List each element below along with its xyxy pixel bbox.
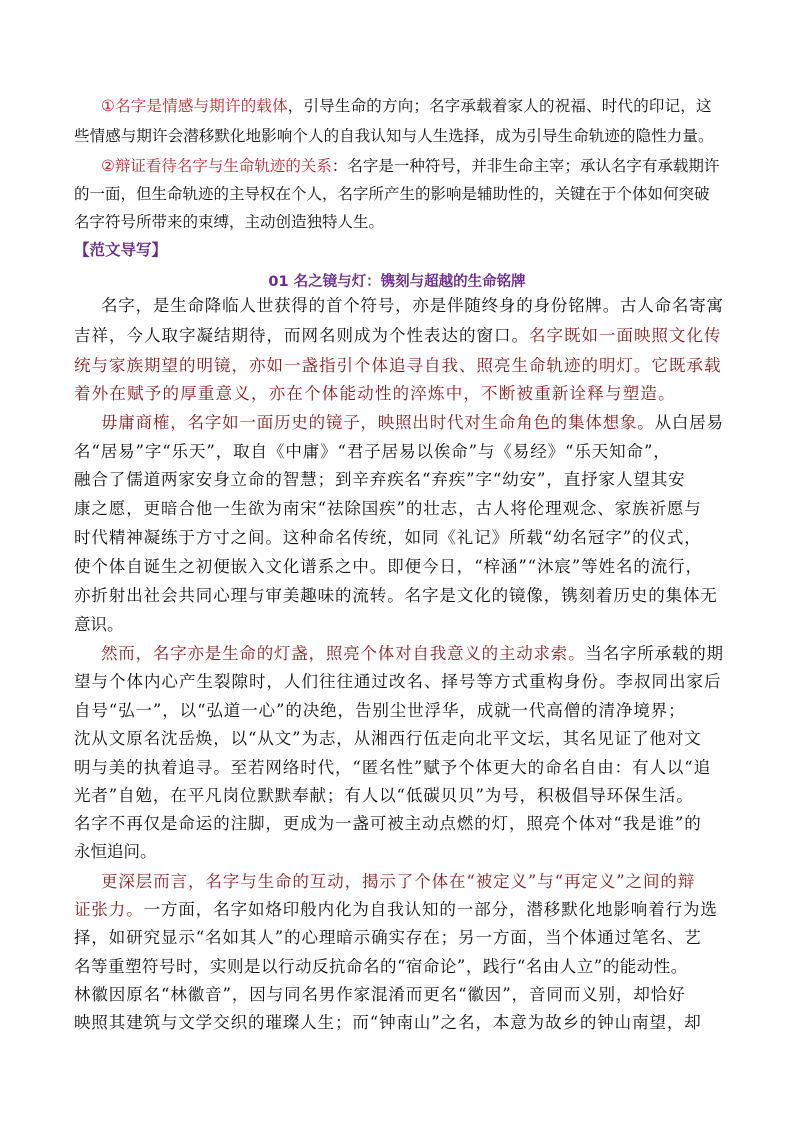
section-heading: 【范文导写】	[74, 241, 168, 259]
essay-title: 01 名之镜与灯：镌刻与超越的生命铭牌	[268, 274, 526, 290]
para1-highlight: 名字既如一面映照文化传	[529, 326, 722, 345]
para2-line1	[101, 413, 724, 433]
para2-line5: 时代精神凝练于方寸之间。这种命名传统，如同《礼记》所载“幼名冠字”的仪式，	[74, 528, 702, 547]
para3-line7: 名字不再仅是命运的注脚，更成为一盏可被主动点燃的灯，照亮个体对“我是谁”的	[74, 814, 702, 833]
intro-p1-line2: 些情感与期许会潜移默化地影响个人的自我认知与人生选择，成为引导生命轨迹的隐性力量。	[74, 127, 714, 145]
intro-p1-line1	[101, 96, 712, 116]
para2-line7: 亦折射出社会共同心理与审美趣味的流转。名字是文化的镜像，镌刻着历史的集体无	[74, 586, 718, 605]
para2-highlight: 毋庸商榷，名字如一面历史的镜子，映照出时代对生命角色的集体想象。	[101, 413, 655, 432]
intro-p2-line2: 的一面，但生命轨迹的主导权在个人，名字所产生的影响是辅助性的，关键在于个体如何突破	[74, 185, 710, 203]
para3-line4: 沈从文原名沈岳焕，以“从文”为志，从湘西行伍走向北平文坛，其名见证了他对文	[74, 729, 702, 748]
para2-line3: 融合了儒道两家安身立命的智慧；到辛弃疾名“弃疾”字“幼安”，直抒家人望其安	[74, 470, 686, 489]
intro-p1-highlight: ①名字是情感与期许的载体	[101, 97, 288, 115]
para1-line2	[74, 326, 722, 346]
para3-highlight: 然而，名字亦是生命的灯盏，照亮个体对自我意义的主动求索。	[101, 644, 586, 663]
intro-p1-text: ，引导生命的方向；名字承载着家人的祝福、时代的印记，这	[287, 97, 712, 115]
para1-line4: 着外在赋予的厚重意义，亦在个体能动性的淬炼中，不断被重新诠释与塑造。	[74, 384, 676, 403]
para3-line8: 永恒追问。	[74, 842, 157, 861]
para3-line6: 光者”自勉，在平凡岗位默默奉献；有人以“低碳贝贝”为号，积极倡导环保生活。	[74, 786, 694, 805]
para1-text: 吉祥，今人取字凝结期待，而网名则成为个性表达的窗口。	[74, 326, 529, 345]
para2-line6: 使个体自诞生之初便嵌入文化谱系之中。即便今日，“梓涵”“沐宸”等姓名的流行，	[74, 557, 703, 576]
para1-line1: 名字，是生命降临人世获得的首个符号，亦是伴随终身的身份铭牌。古人命名寄寓	[101, 296, 724, 315]
para2-line4: 康之愿，更暗合他一生欲为南宋“祛除国疾”的壮志，古人将伦理观念、家族祈愿与	[74, 499, 702, 518]
para4-highlight: 证张力。	[74, 900, 144, 919]
intro-p2-highlight: ②辩证看待名字与生命轨迹的关系	[101, 157, 332, 175]
para4-line6: 映照其建筑与文学交织的璀璨人生；而“钟南山”之名，本意为故乡的钟山南望，却	[74, 1013, 702, 1032]
para4-line3: 择，如研究显示“名如其人”的心理暗示确实存在；另一方面，当个体通过笔名、艺	[74, 928, 702, 947]
intro-p2-line3: 名字符号所带来的束缚，主动创造独特人生。	[74, 213, 385, 231]
para2-text: 从白居易	[654, 413, 724, 432]
para2-line8: 意识。	[74, 615, 124, 634]
para4-text: 一方面，名字如烙印般内化为自我认知的一部分，潜移默化地影响着行为选	[143, 900, 718, 919]
para4-line1: 更深层而言，名字与生命的互动，揭示了个体在“被定义”与“再定义”之间的辩	[101, 872, 696, 891]
para3-line2: 望与个体内心产生裂隙时，人们往往通过改名、择号等方式重构身份。李叔同出家后	[74, 672, 722, 691]
para1-line3: 统与家族期望的明镜，亦如一盏指引个体追寻自我、照亮生命轨迹的明灯。它既承载	[74, 356, 722, 375]
para2-line2: 名“居易”字“乐天”，取自《中庸》“君子居易以俟命”与《易经》“乐天知命”，	[74, 442, 671, 461]
intro-p2-text: ：名字是一种符号，并非生命主宰；承认名字有承载期许	[331, 157, 720, 175]
para4-line4: 名等重塑符号时，实则是以行动反抗命名的“宿命论”，践行“名由人立”的能动性。	[74, 957, 688, 976]
para3-line5: 明与美的执着追寻。至若网络时代，“匿名性”赋予个体更大的命名自由：有人以“追	[74, 758, 712, 777]
para3-text: 当名字所承载的期	[585, 644, 724, 663]
para3-line3: 自号“弘一”，以“弘道一心”的决绝，告别尘世浮华，成就一代高僧的清净境界；	[74, 701, 686, 720]
para4-line2	[74, 900, 718, 920]
para3-line1	[101, 644, 724, 664]
intro-p2-line1	[101, 156, 719, 176]
para4-line5: 林徽因原名“林徽音”，因与同名男作家混淆而更名“徽因”，音同而义别，却恰好	[74, 985, 686, 1004]
